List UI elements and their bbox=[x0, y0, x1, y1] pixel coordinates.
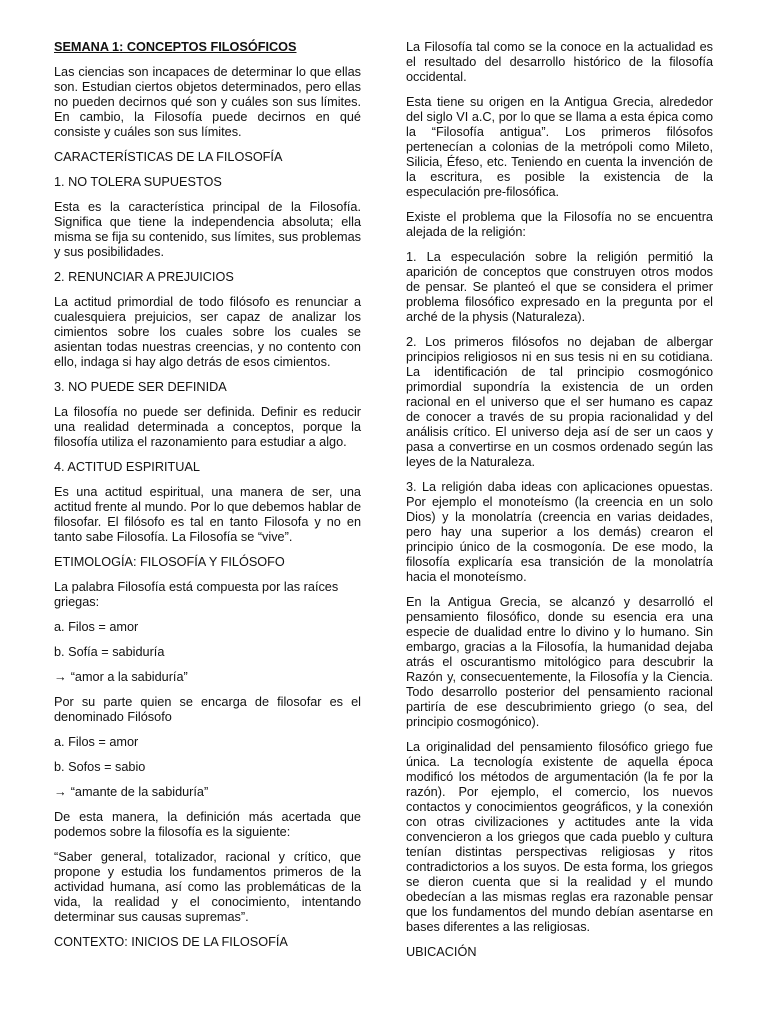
ubicacion-heading: UBICACIÓN bbox=[406, 945, 477, 959]
etymology-item-a1: a. Filos = amor bbox=[54, 620, 139, 634]
characteristic-3-text: La filosofía no puede ser definida. Definir es reducir una realidad determinada a conceptos, porque la filosofía utiliza el razonamiento para estudiar a algo. bbox=[54, 405, 361, 449]
characteristic-4-text: Es una actitud espiritual, una manera de ser, una actitud frente al mundo. Por lo que debemos hablar de filosofar. El filósofo es tal en tanto Filosofa y no en tanto sabe Filosofía. La Filosofía se “vive”. bbox=[54, 485, 361, 544]
etymology-result-2 bbox=[54, 785, 361, 800]
etymology-intro-2: Por su parte quien se encarga de filosofar es el denominado Filósofo bbox=[54, 695, 361, 724]
characteristic-2-heading: 2. RENUNCIAR A PREJUICIOS bbox=[54, 270, 234, 284]
etymology-result-1 bbox=[54, 670, 361, 685]
religion-point-1: 1. La especulación sobre la religión permitió la aparición de conceptos que construyen otros modos de pensar. Se planteó el que se considera el primer problema filosófico expresado en la pregunta por el arché de la physis (Naturaleza). bbox=[406, 250, 713, 324]
etymology-result-2-text: “amante de la sabiduría” bbox=[70, 785, 209, 799]
etymology-result-1-text: “amor a la sabiduría” bbox=[70, 670, 188, 684]
characteristic-3-heading: 3. NO PUEDE SER DEFINIDA bbox=[54, 380, 227, 394]
characteristic-4-heading: 4. ACTITUD ESPIRITUAL bbox=[54, 460, 200, 474]
etymology-item-b1: b. Sofía = sabiduría bbox=[54, 645, 165, 659]
greece-paragraph: En la Antigua Grecia, se alcanzó y desarrolló el pensamiento filosófico, donde su esencia era una especie de dualidad entre lo divino y lo humano. Sin embargo, gracias a la Filosofía, la humanidad dejaba atrás el oscurantismo mitológico para descubrir la Razón y, consecuentemente, la Filosofía y la Ciencia. Todo desarrollo posterior del pensamiento racional partiría de ese descubrimiento griego (o sea, del principio cosmogónico). bbox=[406, 595, 713, 729]
intro-paragraph: Las ciencias son incapaces de determinar lo que ellas son. Estudian ciertos objetos determinados, pero ellas no pueden decirnos qué son y cuáles son sus límites. En cambio, la Filosofía puede decirnos en qué consiste y cuáles son sus límites. bbox=[54, 65, 361, 139]
arrow-right-icon: → bbox=[54, 670, 67, 684]
definition-intro: De esta manera, la definición más acertada que podemos sobre la filosofía es la siguiente: bbox=[54, 810, 361, 839]
context-heading: CONTEXTO: INICIOS DE LA FILOSOFÍA bbox=[54, 935, 288, 949]
arrow-right-icon: → bbox=[54, 785, 67, 799]
context-paragraph-2: Esta tiene su origen en la Antigua Grecia, alrededor del siglo VI a.C, por lo que se llama a esta épica como la “Filosofía antigua”. Los primeros filósofos pertenecían a colonias de la metrópoli como Mileto, Silicia, Éfeso, etc. Teniendo en cuenta la invención de la escritura, es posible la existencia de la especulación pre-filosófica. bbox=[406, 95, 713, 199]
etymology-item-a2: a. Filos = amor bbox=[54, 735, 139, 749]
religion-point-3: 3. La religión daba ideas con aplicaciones opuestas. Por ejemplo el monoteísmo (la creencia en un solo Dios) y la monolatría (creencia en varias deidades, pero hay una superior a los demás) crearon el principio único de la cosmogonía. De ese modo, la filosofía explicaría esa transición de la monolatría hacia el monoteísmo. bbox=[406, 480, 713, 584]
etymology-item-b2: b. Sofos = sabio bbox=[54, 760, 146, 774]
characteristics-heading: CARACTERÍSTICAS DE LA FILOSOFÍA bbox=[54, 150, 283, 164]
etymology-intro: La palabra Filosofía está compuesta por las raíces griegas: bbox=[54, 580, 339, 609]
characteristic-1-heading: 1. NO TOLERA SUPUESTOS bbox=[54, 175, 222, 189]
characteristic-2-text: La actitud primordial de todo filósofo es renunciar a cualesquiera prejuicios, ser capaz de analizar los cimientos sobre los cuales sobre los cuales se asientan todas nuestras creencias, y no contento con ello, indaga si hay algo detrás de esos cimientos. bbox=[54, 295, 361, 369]
originality-paragraph: La originalidad del pensamiento filosófico griego fue única. La tecnología existente de aquella época modificó los métodos de argumentación (la fe por la razón). Por ejemplo, el comercio, los nuevos contactos y conocimientos geográficos, y la conexión con otras civilizaciones y actitudes ante la vida convencieron a los griegos que cada pueblo y cultura tenían distintas perspectivas religiosas y ritos contradictorios a los suyos. De esta forma, los griegos se dieron cuenta que si la realidad y el mundo obedecían a las mismas reglas era razonable pensar que los fundamentos del mundo debían asentarse en bases diferentes a las religiosas. bbox=[406, 740, 713, 934]
left-column bbox=[54, 40, 361, 960]
characteristic-1-text: Esta es la característica principal de la Filosofía. Significa que tiene la independencia absoluta; ella misma se fija su contenido, sus límites, sus problemas y sus posibilidades. bbox=[54, 200, 361, 259]
right-column bbox=[406, 40, 713, 970]
context-paragraph-1: La Filosofía tal como se la conoce en la actualidad es el resultado del desarrollo histórico de la filosofía occidental. bbox=[406, 40, 713, 84]
context-paragraph-3: Existe el problema que la Filosofía no se encuentra alejada de la religión: bbox=[406, 210, 713, 239]
etymology-heading: ETIMOLOGÍA: FILOSOFÍA Y FILÓSOFO bbox=[54, 555, 285, 569]
document-title: SEMANA 1: CONCEPTOS FILOSÓFICOS bbox=[54, 40, 297, 54]
religion-point-2: 2. Los primeros filósofos no dejaban de albergar principios religiosos ni en sus tesis ni en su cotidiana. La identificación de tal principio cosmogónico primordial supondría la existencia de un orden racional en el universo que el ser humano es capaz de conocer a través de su propia racionalidad y del análisis crítico. El universo deja así de ser un caos y pasa a convertirse en un cosmos ordenado según las leyes de la Naturaleza. bbox=[406, 335, 713, 469]
definition-quote: “Saber general, totalizador, racional y crítico, que propone y estudia los fundamentos primeros de la actividad humana, así como las problemáticas de la vida, la realidad y el conocimiento, intentando determinar sus causas supremas”. bbox=[54, 850, 361, 924]
